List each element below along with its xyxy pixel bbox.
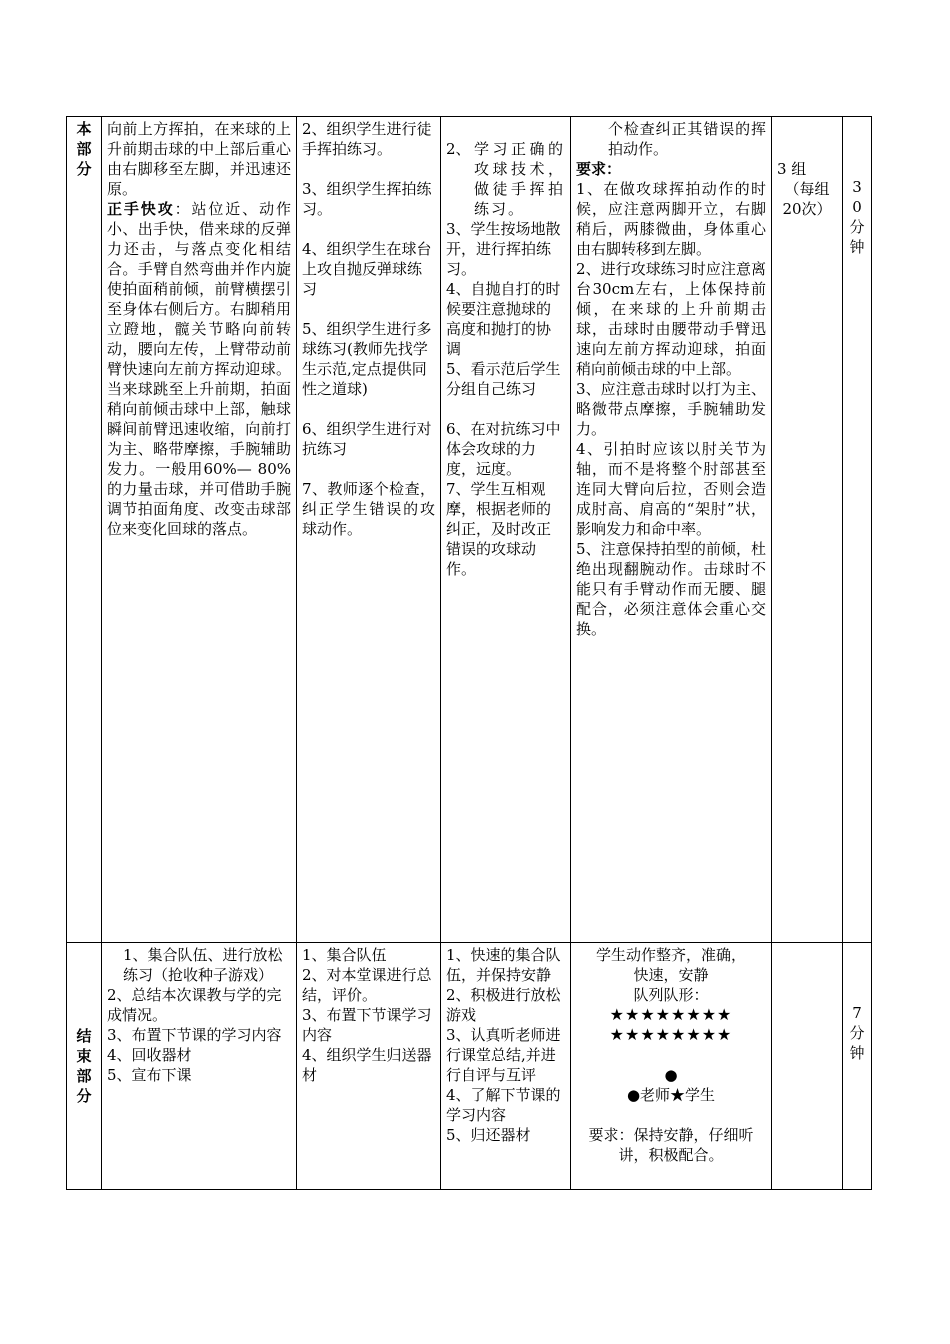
teacher-step: 4、组织学生在球台上攻自抛反弹球练习 [302, 240, 432, 298]
end-organization-cell [571, 943, 772, 1190]
student-step: 6、在对抗练习中体会攻球的力度，远度。 [446, 420, 561, 478]
student-step-2-number: 2、 [446, 140, 471, 158]
end-requirement: 要求：保持安静，仔细听讲，积极配合。 [588, 1126, 754, 1164]
requirement-item: 1、在做攻球挥拍动作的时候，应注意两脚开立，右脚稍后，两膝微曲，身体重心由右脚转移到左脚。 [576, 180, 766, 258]
main-time: 30分钟 [849, 178, 865, 256]
end-content-item: 1、集合队伍、进行放松练习（抢收种子游戏） [123, 946, 283, 984]
end-content-item: 4、回收器材 [107, 1046, 192, 1064]
teacher-step: 6、组织学生进行对抗练习 [302, 420, 432, 458]
requirements-label: 要求： [576, 160, 622, 178]
load-sets: 3 组 [777, 160, 807, 178]
teacher-step: 7、教师逐个检查，纠正学生错误的攻球动作。 [302, 480, 435, 538]
main-content-cell [102, 117, 297, 943]
main-time-cell [843, 117, 872, 943]
end-org-line: 学生动作整齐，准确， [595, 946, 746, 964]
student-step: 7、学生互相观摩，根据老师的纠正，及时改正错误的攻球动作。 [446, 480, 552, 578]
requirement-item: 4、引拍时应该以肘关节为轴，而不是将整个肘部甚至连同大臂向后拉，否则会造成肘高、肩高的“架肘”状，影响发力和命中率。 [576, 440, 766, 538]
end-phase-cell [67, 943, 102, 1190]
student-step: 3、学生按场地散开，进行挥拍练习。 [446, 220, 561, 278]
formation-label: 队列队形： [633, 986, 709, 1004]
main-content-heading: 正手快攻 [107, 200, 175, 218]
main-section-row [67, 117, 872, 943]
student-step: 5、看示范后学生分组自己练习 [446, 360, 561, 398]
end-content-item: 5、宣布下课 [107, 1066, 192, 1084]
student-step-2-text: 学习正确的攻球技术，做徒手挥拍练习。 [474, 140, 565, 218]
end-time: 7分钟 [849, 1004, 865, 1062]
end-teacher-item: 1、集合队伍 [302, 946, 387, 964]
end-load-cell [772, 943, 843, 1190]
teacher-step: 3、组织学生挥拍练习。 [302, 180, 432, 218]
main-phase-label: 本部分 [76, 120, 92, 178]
end-student-cell [441, 943, 571, 1190]
main-teacher-cell [297, 117, 441, 943]
end-student-item: 4、了解下节课的学习内容 [446, 1086, 561, 1124]
end-teacher-item: 2、对本堂课进行总结，评价。 [302, 966, 432, 1004]
end-teacher-cell [297, 943, 441, 1190]
main-content-body: ：站位近、动作小、出手快，借来球的反弹力还击，与落点变化相结合。手臂自然弯曲并作内旋使拍面稍前倾，前臂横摆引至身体右侧后方。右脚稍用立蹬地，髋关节略向前转动，腰向左传，上臂带动前臂快速向左前方挥动迎球。当来球跳至上升前期，拍面稍向前倾击球中上部，触球瞬间前臂迅速收缩，向前打为主、略带摩擦，手腕辅助发力。一般用60%— 80% 的力量击球，并可借助手腕调节拍面角度、改变击球部位来变化回球的落点。 [107, 200, 291, 538]
requirement-item: 3、应注意击球时以打为主、略微带点摩擦，手腕辅助发力。 [576, 380, 766, 438]
student-step-2 [446, 139, 565, 219]
end-student-item: 5、归还器材 [446, 1126, 531, 1144]
end-content-item: 3、布置下节课的学习内容 [107, 1026, 282, 1044]
end-phase-label: 结束部分 [76, 1027, 92, 1105]
requirement-item: 2、进行攻球练习时应注意离台30cm左右，上体保持前倾，在来球的上升前期击球，击球时由腰带动手臂迅速向左前方挥动迎球，拍面稍向前倾击球的中上部。 [576, 260, 766, 378]
formation-legend: ●老师★学生 [626, 1086, 716, 1104]
end-time-cell [843, 943, 872, 1190]
org-top-text: 个检查纠正其错误的挥拍动作。 [608, 120, 766, 158]
end-student-item: 1、快速的集合队伍，并保持安静 [446, 946, 561, 984]
teacher-position-dot: ● [664, 1066, 678, 1084]
end-student-item: 3、认真听老师进行课堂总结,并进行自评与互评 [446, 1026, 561, 1084]
main-phase-cell [67, 117, 102, 943]
end-student-item: 2、积极进行放松游戏 [446, 986, 561, 1024]
teacher-step: 2、组织学生进行徒手挥拍练习。 [302, 120, 432, 158]
teacher-step: 5、组织学生进行多球练习(教师先找学生示范,定点提供同性之道球) [302, 320, 432, 398]
end-teacher-item: 3、布置下节课学习内容 [302, 1006, 432, 1044]
formation-stars-row: ★★★★★★★★ [609, 1025, 733, 1044]
student-step: 4、自抛自打的时候要注意抛球的高度和抛打的协调 [446, 280, 561, 358]
formation-stars-row: ★★★★★★★★ [609, 1005, 733, 1024]
requirement-item: 5、注意保持拍型的前倾，杜绝出现翻腕动作。击球时不能只有手臂动作而无腰、腿配合，必须注意体会重心交换。 [576, 540, 766, 638]
main-content-intro: 向前上方挥拍，在来球的上升前期击球的中上部后重心由右脚移至左脚，并迅速还原。 [107, 120, 291, 198]
end-org-line: 快速，安静 [633, 966, 709, 984]
load-detail: （每组20次） [782, 180, 832, 218]
main-load-cell [772, 117, 843, 943]
end-content-item: 2、总结本次课教与学的完成情况。 [107, 986, 282, 1024]
main-student-cell [441, 117, 571, 943]
end-content-cell [102, 943, 297, 1190]
end-teacher-item: 4、组织学生归送器材 [302, 1046, 432, 1084]
lesson-plan-table [66, 116, 872, 1190]
main-organization-cell [571, 117, 772, 943]
end-section-row [67, 943, 872, 1190]
